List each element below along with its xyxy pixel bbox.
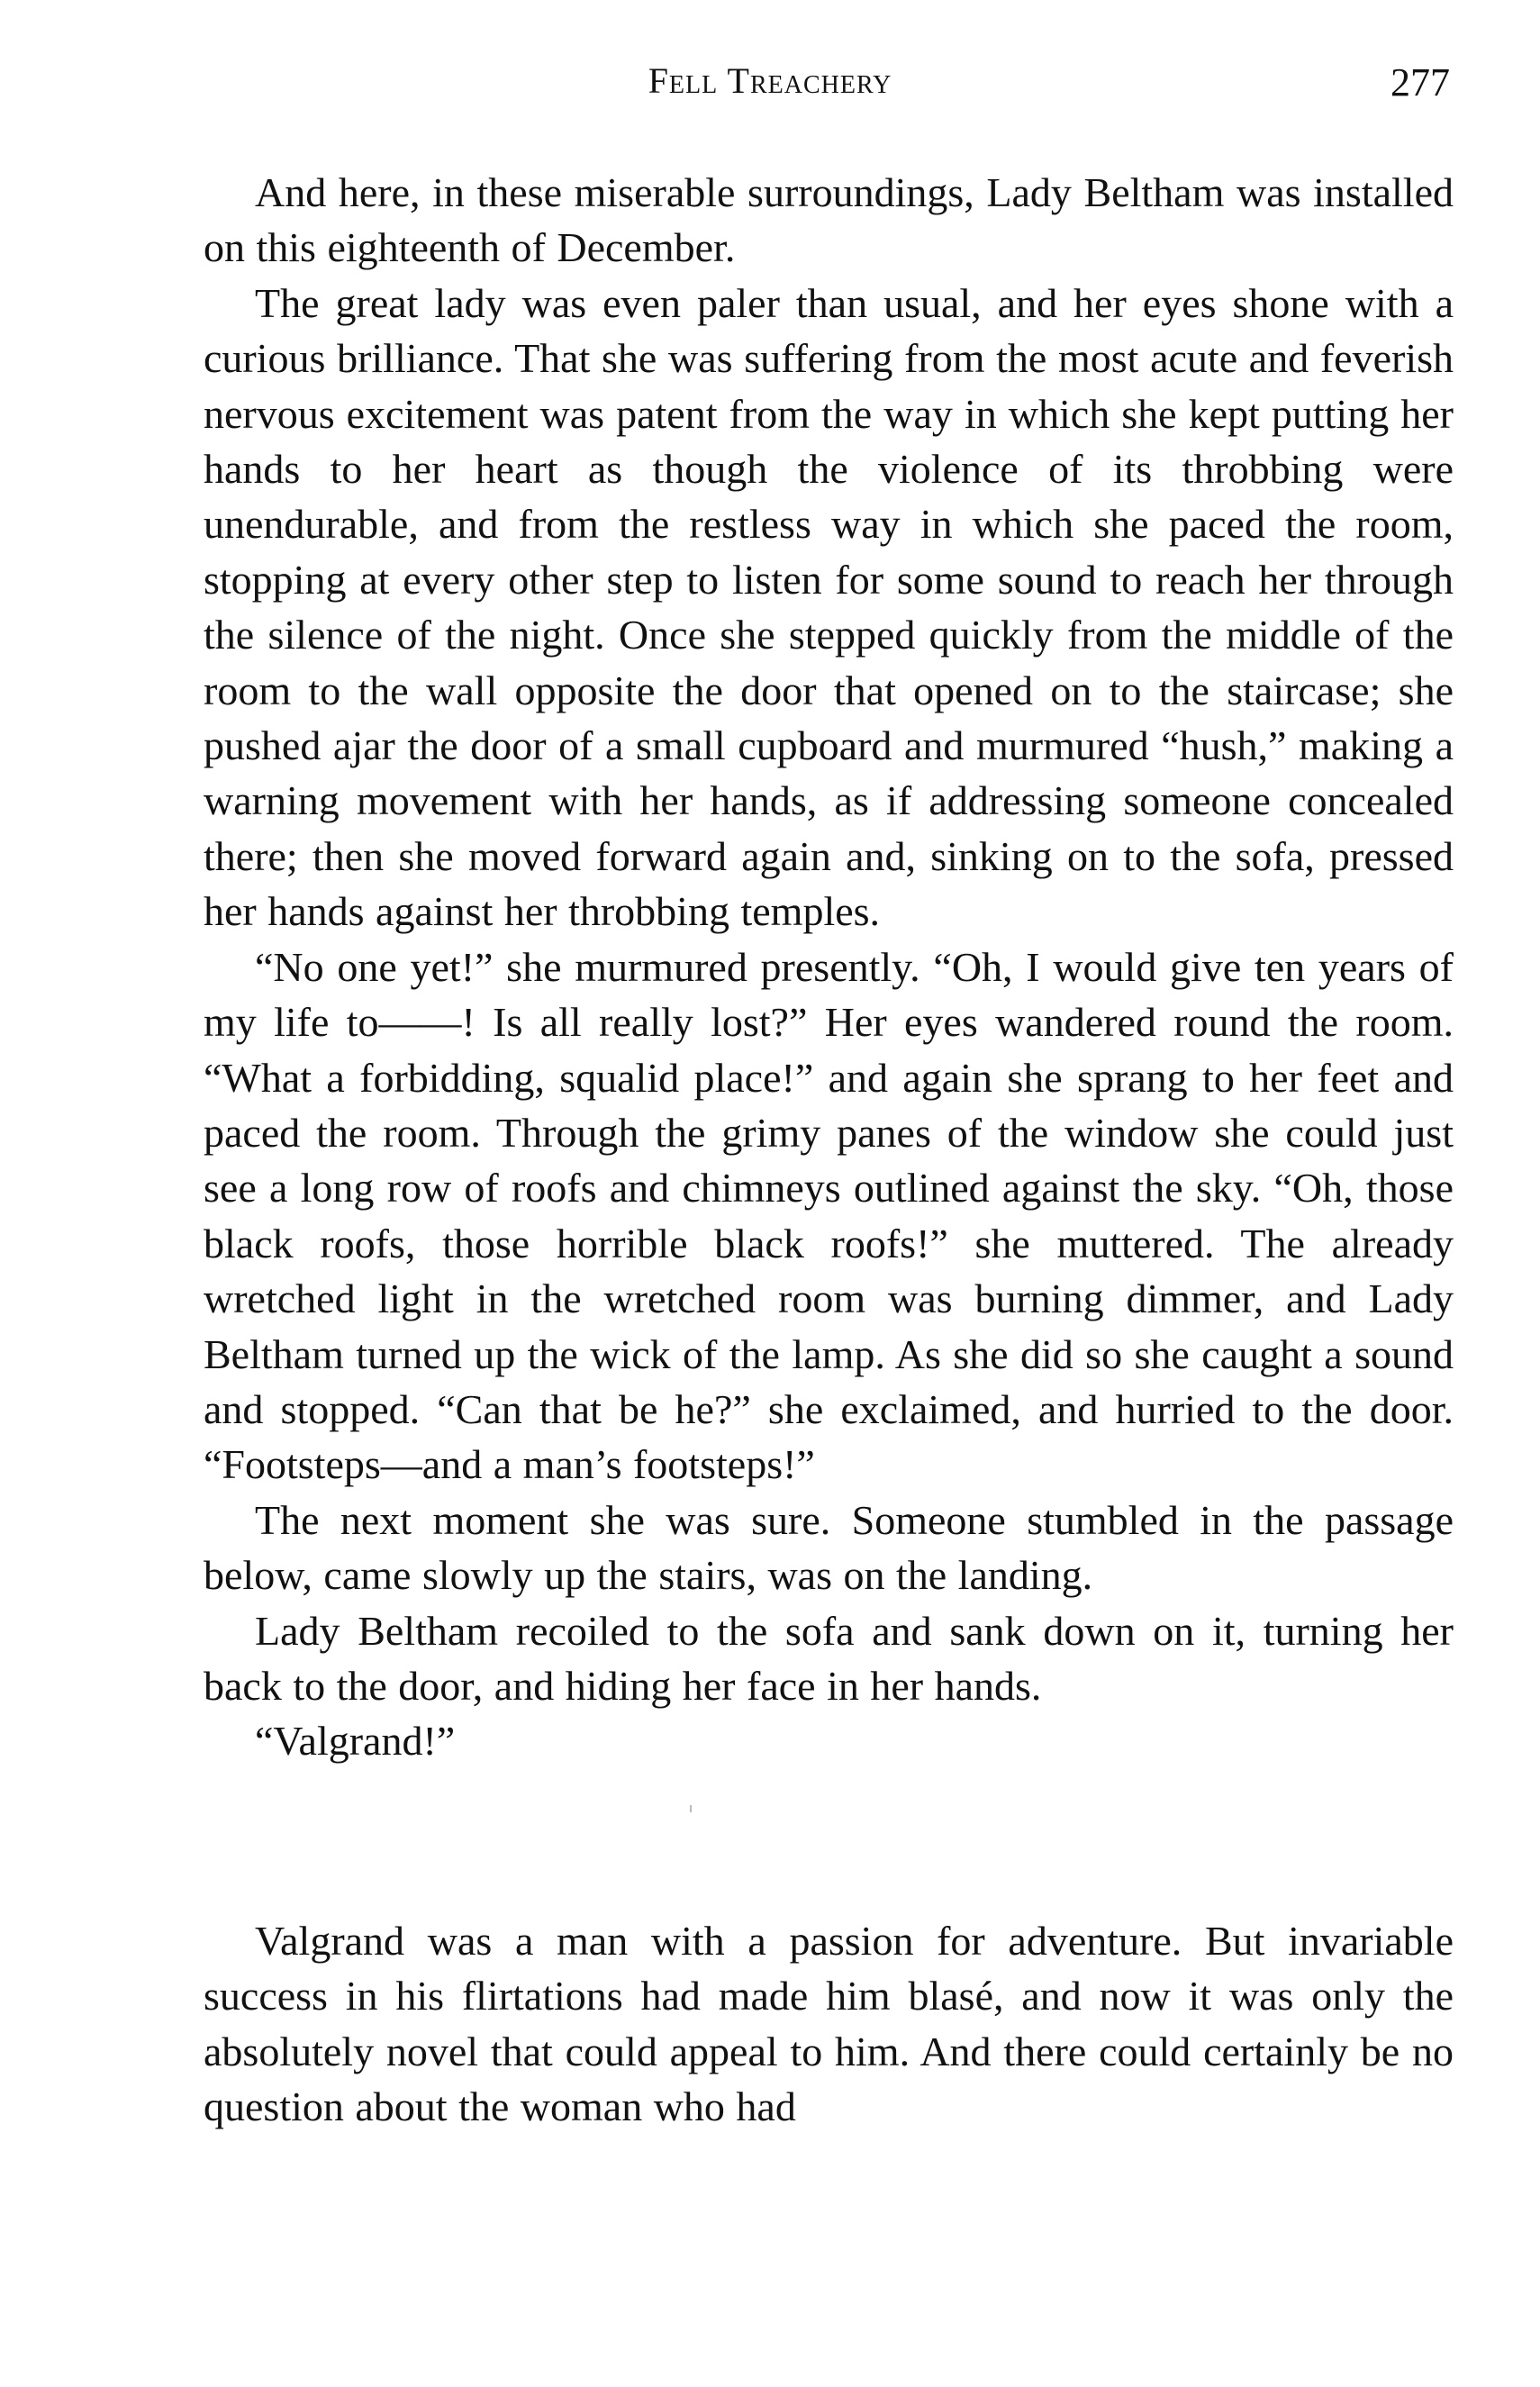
body-text [204, 165, 1454, 2134]
running-title: Fell Treachery [648, 60, 892, 101]
paragraph: “Valgrand!” [255, 1718, 456, 1765]
paragraph: Valgrand was a man with a passion for adventure. But invariable success in his flirtations had made him blasé, and now it was only the absolutely novel that could appeal to him. And there could certainly be no question about the woman who had [204, 1917, 1454, 2129]
paragraph: The next moment she was sure. Someone stumbled in the passage below, came slowly up the stairs, was on the landing. [204, 1496, 1454, 1599]
paragraph: And here, in these miserable surroundings, Lady Beltham was installed on this eighteenth of December. [204, 169, 1454, 271]
section-break [204, 1769, 1454, 1913]
section-break-mark [690, 1805, 692, 1812]
paragraph: The great lady was even paler than usual, and her eyes shone with a curious brilliance. That she was suffering from the most acute and feverish nervous excitement was patent from the way in which she kept putting her hands to her heart as though the violence of its throbbing were unendurable, and from the restless way in which she paced the room, stopping at every other step to listen for some sound to reach her through the silence of the night. Once she stepped quickly from the middle of the room to the wall opposite the door that opened on to the staircase; she pushed ajar the door of a small cupboard and murmured “hush,” making a warning movement with her hands, as if addressing someone concealed there; then she moved forward again and, sinking on to the sofa, pressed her hands against her throbbing temples. [204, 279, 1454, 935]
paragraph: “No one yet!” she murmured presently. “Oh, I would give ten years of my life to——! Is all really lost?” Her eyes wandered round the room. “What a forbidding, squalid place!” and again she sprang to her feet and paced the room. Through the grimy panes of the window she could just see a long row of roofs and chimneys outlined against the sky. “Oh, those black roofs, those horrible black roofs!” she muttered. The already wretched light in the wretched room was burning dimmer, and Lady Beltham turned up the wick of the lamp. As she did so she caught a sound and stopped. “Can that be he?” she exclaimed, and hurried to the door. “Footsteps—and a man’s footsteps!” [204, 943, 1454, 1488]
page-number: 277 [1391, 60, 1450, 104]
paragraph: Lady Beltham recoiled to the sofa and sank down on it, turning her back to the door, and hiding her face in her hands. [204, 1607, 1454, 1709]
running-head [0, 59, 1540, 113]
